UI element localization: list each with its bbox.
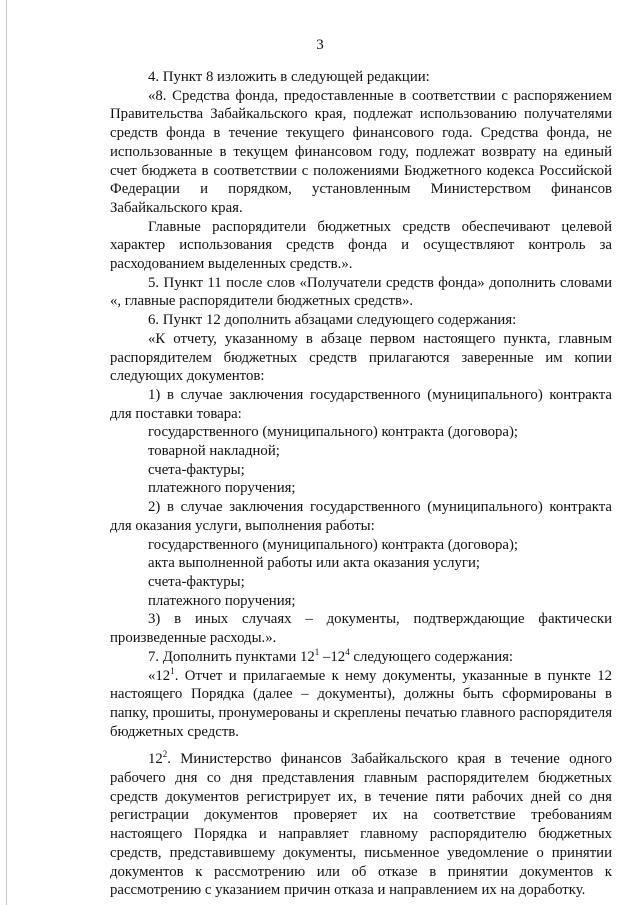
paragraph-item-7-before: 7. Дополнить пунктами 12: [148, 648, 315, 665]
paragraph-item-4: 4. Пункт 8 изложить в следующей редакции:: [148, 69, 430, 85]
paragraph-case-goods: 1) в случае заключения государственного (муниципального) контракта для поставки товара:: [110, 386, 612, 422]
superscript-2: 2: [162, 749, 168, 760]
paragraph-report-attachments: «К отчету, указанному в абзаце первом настоящего пункта, главным распорядителем бюджетных средств прилагаются заверенные им копии следующих документов:: [110, 330, 612, 385]
paragraph-item-12-1-text: . Отчет и прилагаемые к нему документы, указанные в пункте 12 настоящего Порядка (далее – документы), должны быть сформированы в папку, прошиты, пронумерованы и скреплены печатью главного распорядителя бюджетных средств.: [110, 667, 612, 740]
paragraph-item-7-after: следующего содержания:: [349, 648, 514, 665]
list-item-contract: государственного (муниципального) контракта (договора);: [148, 424, 519, 441]
superscript-1: 1: [170, 665, 175, 676]
paragraph-item-6: 6. Пункт 12 дополнить абзацами следующего содержания:: [148, 312, 517, 329]
list-item-waybill: товарной накладной;: [148, 443, 280, 460]
list-item-invoice: счета-фактуры;: [148, 461, 245, 478]
list-item-payment-order: платежного поручения;: [148, 592, 296, 609]
paragraph-item-12-2-text: . Министерство финансов Забайкальского края в течение одного рабочего дня со дня представления главным распорядителем бюджетных средств документов регистрирует их, в течение пяти рабочих дней со дня регистрации документов проверяет их на соответствие требованиям настоящего Порядка и направляет главному распорядителю бюджетных средств, представившему документы, письменное уведомление о принятии документов к рассмотрению или об отказе в принятии документов к рассмотрению с указанием причин отказа и направлением их на доработку.: [110, 751, 612, 899]
superscript-a: 1: [314, 646, 320, 657]
scan-edge-line: [6, 0, 7, 905]
paragraph-item-12-2-before: 12: [148, 751, 163, 768]
paragraph-item-12-1: [110, 667, 612, 742]
list-item-contract: государственного (муниципального) контракта (договора);: [148, 536, 519, 553]
superscript-b: 4: [345, 646, 350, 657]
list-item-payment-order: платежного поручения;: [148, 480, 296, 497]
paragraph-case-services: 2) в случае заключения государственного (муниципального) контракта для оказания услуги, выполнения работы:: [110, 499, 612, 534]
paragraph-item-7: [110, 648, 612, 667]
document-body: [110, 68, 612, 900]
paragraph-item-5: 5. Пункт 11 после слов «Получатели средств фонда» дополнить словами «, главные распорядители бюджетных средств».: [110, 274, 612, 310]
paragraph-other-cases: 3) в иных случаях – документы, подтверждающие фактически произведенные расходы.».: [110, 611, 612, 647]
paragraph-item-8-text: «8. Средства фонда, предоставленные в соответствии с распоряжением Правительства Забайкальского края, подлежат использованию получателями средств фонда в течение текущего финансового года. Средства фонда, не использованные в текущем финансовом году, подлежат возврату на единый счет бюджета в соответствии с положениями Бюджетного кодекса Российской Федерации и порядком, установленным Министерством финансов Забайкальского края.: [110, 87, 612, 216]
paragraph-main-managers: Главные распорядители бюджетных средств обеспечивают целевой характер использования средств фонда и осуществляют контроль за расходованием выделенных средств.».: [110, 218, 612, 273]
page-number: 3: [316, 37, 324, 53]
paragraph-item-12-2: [110, 750, 612, 900]
list-item-invoice: счета-фактуры;: [148, 573, 245, 590]
list-item-work-act: акта выполненной работы или акта оказания услуги;: [148, 555, 480, 572]
paragraph-item-12-1-before: «12: [148, 667, 171, 684]
paragraph-item-7-dash: –12: [319, 648, 346, 665]
